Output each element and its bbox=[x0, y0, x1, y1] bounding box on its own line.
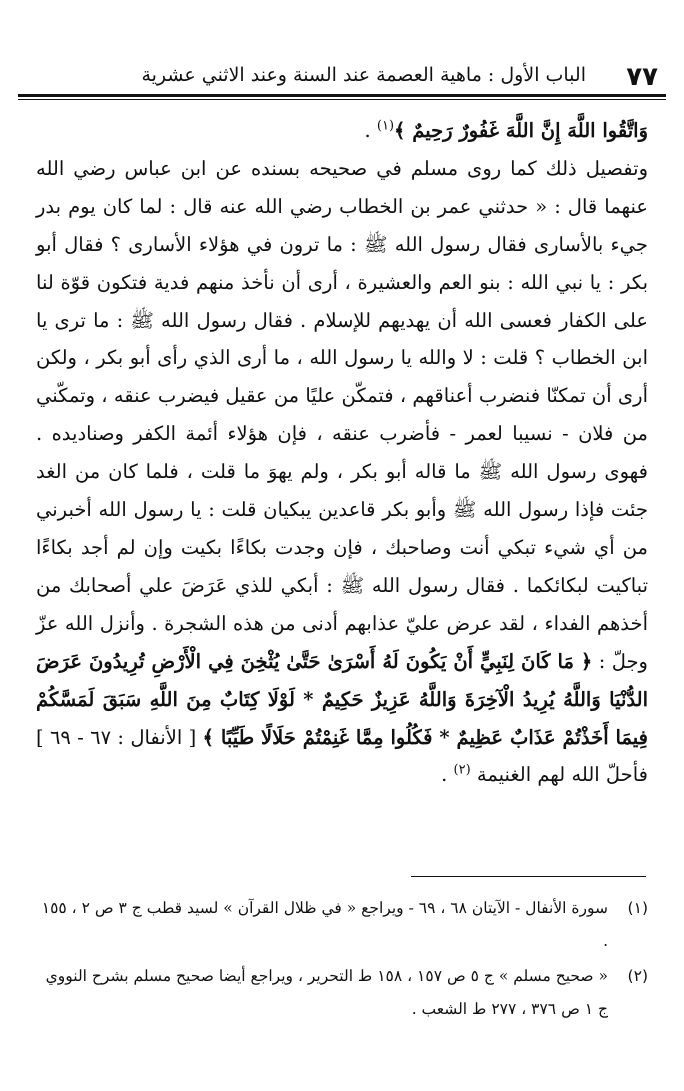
footnote-item bbox=[36, 892, 648, 958]
opening-verse: وَاتَّقُوا اللَّهَ إِنَّ اللَّهَ غَفُورٌ رَحِيمٌ ﴾ bbox=[394, 119, 648, 142]
footnote-number: (٢) bbox=[627, 967, 648, 985]
opening-verse-line bbox=[36, 112, 648, 150]
footnote-ref-1: (١) bbox=[376, 118, 395, 134]
body-text bbox=[36, 112, 648, 794]
page-header bbox=[18, 58, 666, 98]
opening-verse-end: . bbox=[364, 119, 377, 142]
closing-end: . bbox=[441, 763, 454, 787]
second-verse: ﴿ مَا كَانَ لِنَبِيٍّ أَنْ يَكُونَ لَهُ أَسْرَىٰ حَتَّىٰ يُثْخِنَ فِي الْأَرْضِ تُرِيدُونَ عَرَضَ الدُّنْيَا وَاللَّهُ يُرِيدُ الْآخِرَةَ وَاللَّهُ عَزِيزٌ حَكِيمٌ * لَوْلَا كِتَابٌ مِنَ اللَّهِ سَبَقَ لَمَسَّكُمْ فِيمَا أَخَذْتُمْ عَذَابٌ عَظِيمٌ * فَكُلُوا مِمَّا غَنِمْتُمْ حَلَالًا طَيِّبًا ﴾ bbox=[36, 649, 648, 749]
footnote-ref-2: (٢) bbox=[453, 762, 471, 778]
footnote-number: (١) bbox=[627, 899, 648, 917]
footnotes bbox=[36, 892, 648, 1028]
footnote-text: « صحيح مسلم » ج ٥ ص ١٥٧ ، ١٥٨ ط التحرير ، ويراجع أيضا صحيح مسلم بشرح النووي ج ١ ص ٣٧٦ ، ٢٧٧ ط الشعب . bbox=[45, 967, 608, 1018]
footnote-separator bbox=[411, 876, 646, 877]
closing-text: [ الأنفال : ٦٧ - ٦٩ ] فأحلّ الله لهم الغنيمة bbox=[36, 725, 648, 787]
footnote-text: سورة الأنفال - الآيتان ٦٨ ، ٦٩ - ويراجع « في ظلال القرآن » لسيد قطب ج ٣ ص ٢ ، ١٥٥ . bbox=[41, 899, 608, 950]
running-title: الباب الأول : ماهية العصمة عند السنة وعند الاثني عشرية bbox=[141, 64, 586, 86]
page-number: ٧٧ bbox=[626, 62, 658, 92]
main-paragraph bbox=[36, 150, 648, 794]
main-text: وتفصيل ذلك كما روى مسلم في صحيحه بسنده عن ابن عباس رضي الله عنهما قال : « حدثني عمر بن الخطاب رضي الله عنه قال : لما كان يوم بدر جيء بالأسارى فقال رسول الله ﷺ : ما ترون في هؤلاء الأسارى ؟ فقال أبو بكر : يا نبي الله : بنو العم والعشيرة ، أرى أن نأخذ منهم فدية فتكون قوّة لنا على الكفار فعسى الله أن يهديهم للإسلام . فقال رسول الله ﷺ : ما ترى يا ابن الخطاب ؟ قلت : لا والله يا رسول الله ، ما أرى الذي رأى أبو بكر ، ولكن أرى أن تمكنّا فنضرب أعناقهم ، فتمكّن عليًا من عقيل فيضرب عنقه ، وتمكّني من فلان - نسيبا لعمر - فأضرب عنقه ، فإن هؤلاء أئمة الكفر وصناديده . فهوى رسول الله ﷺ ما قاله أبو بكر ، ولم يهوَ ما قلت ، فلما كان من الغد جئت فإذا رسول الله ﷺ وأبو بكر قاعدين يبكيان قلت : يا رسول الله أخبرني من أي شيء تبكي أنت وصاحبك ، فإن وجدت بكاءًا بكيت وإن لم أجد بكاءًا تباكيت لبكائكما . فقال رسول الله ﷺ : أبكي للذي عَرَضَ علي أصحابك من أخذهم الفداء ، لقد عرض عليّ عذابهم أدنى من هذه الشجرة . وأنزل الله عزّ وجلّ : bbox=[36, 156, 648, 673]
footnote-item bbox=[36, 960, 648, 1026]
header-rule bbox=[18, 94, 666, 97]
